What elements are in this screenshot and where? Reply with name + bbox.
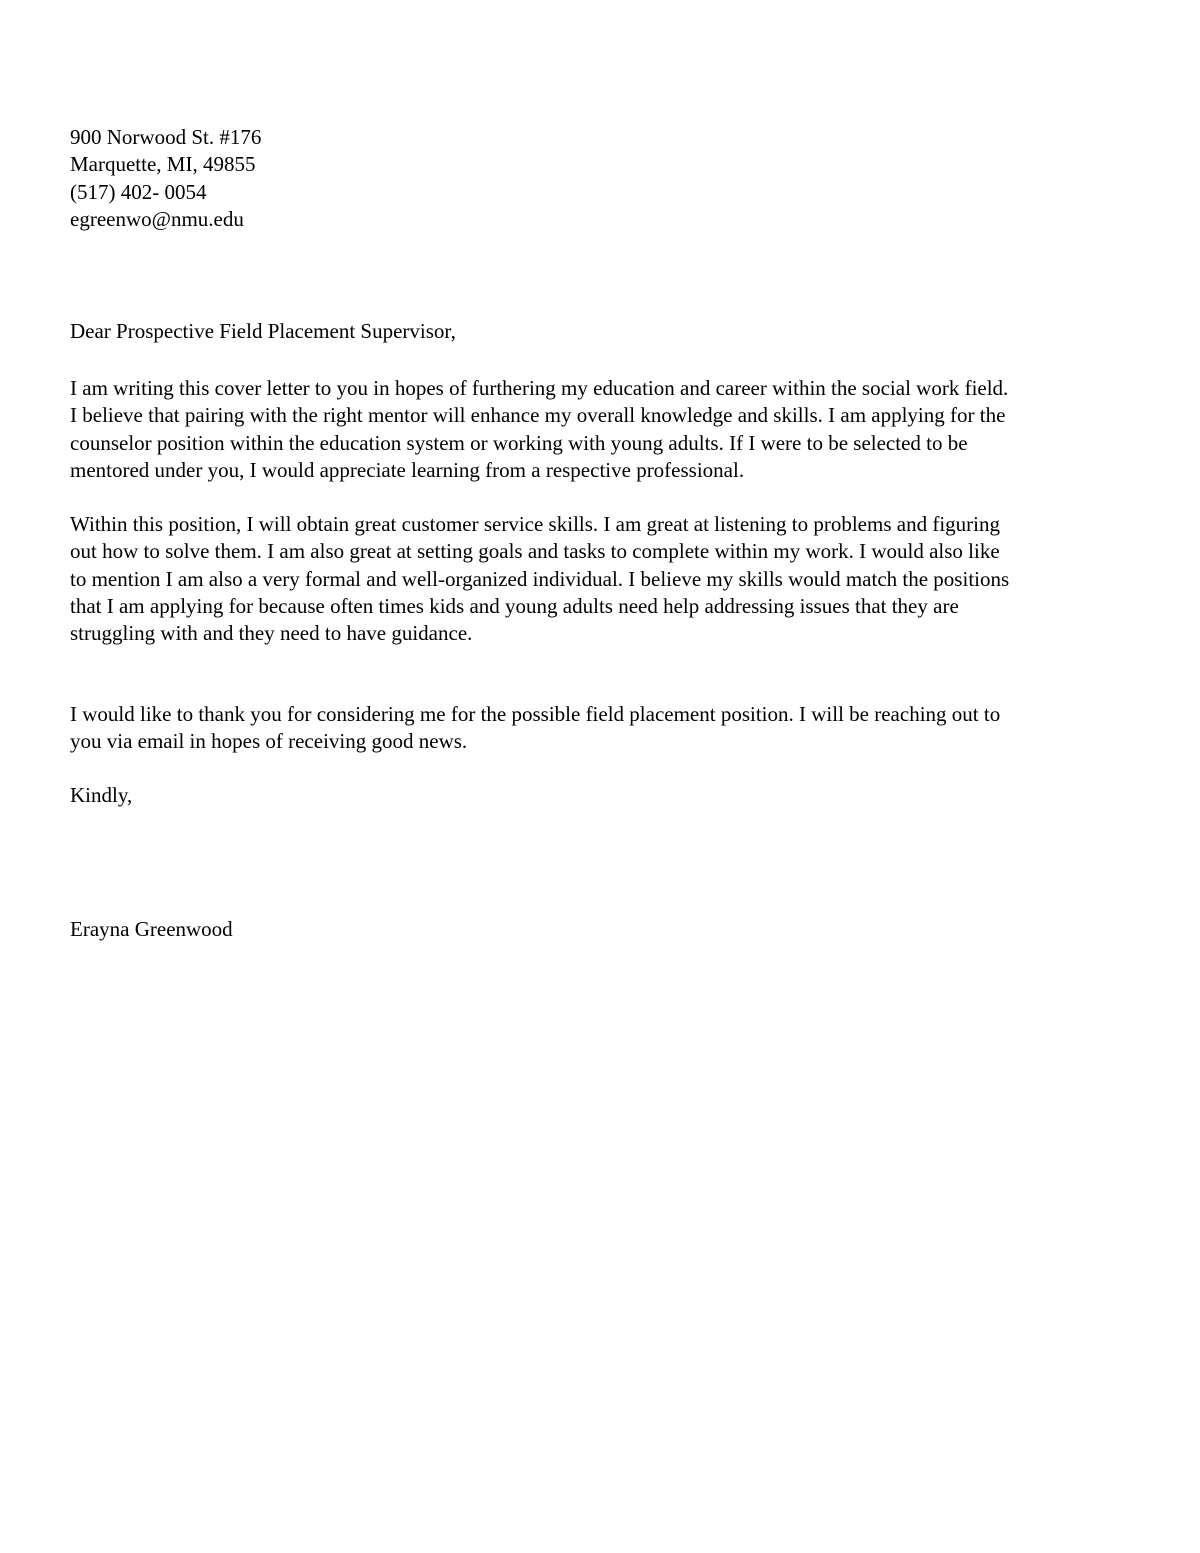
address-email: egreenwo@nmu.edu xyxy=(70,206,244,231)
closing-text: Kindly, xyxy=(70,783,133,807)
paragraph-line: that I am applying for because often times kids and young adults need help addressing issues that they are xyxy=(70,593,959,618)
body-paragraph-3 xyxy=(70,701,1140,756)
address-phone: (517) 402- 0054 xyxy=(70,179,207,204)
body-paragraph-1 xyxy=(70,375,1140,484)
paragraph-line: you via email in hopes of receiving good news. xyxy=(70,729,468,754)
address-city: Marquette, MI, 49855 xyxy=(70,152,256,177)
paragraph-line: I believe that pairing with the right mentor will enhance my overall knowledge and skills. I am applying for the xyxy=(70,403,1006,428)
paragraph-line: mentored under you, I would appreciate learning from a respective professional. xyxy=(70,457,745,482)
paragraph-line: I would like to thank you for considering me for the possible field placement position. I will be reaching out to xyxy=(70,702,1001,726)
body-paragraph-2 xyxy=(70,511,1140,647)
paragraph-line: struggling with and they need to have guidance. xyxy=(70,621,473,646)
paragraph-line: Within this position, I will obtain great customer service skills. I am great at listening to problems and figuring xyxy=(70,512,1000,536)
salutation xyxy=(70,318,1140,345)
address-street: 900 Norwood St. #176 xyxy=(70,125,262,149)
closing xyxy=(70,782,1140,809)
sender-address xyxy=(70,124,1140,233)
paragraph-line: counselor position within the education system or working with young adults. If I were to be selected to be xyxy=(70,430,968,455)
paragraph-line: out how to solve them. I am also great at setting goals and tasks to complete within my work. I would also like xyxy=(70,539,1000,564)
paragraph-line: I am writing this cover letter to you in hopes of furthering my education and career within the social work field. xyxy=(70,376,1009,400)
signature-text: Erayna Greenwood xyxy=(70,917,233,941)
paragraph-line: to mention I am also a very formal and well-organized individual. I believe my skills would match the positions xyxy=(70,566,1010,591)
salutation-text: Dear Prospective Field Placement Supervisor, xyxy=(70,319,456,343)
signature-name xyxy=(70,916,1140,943)
